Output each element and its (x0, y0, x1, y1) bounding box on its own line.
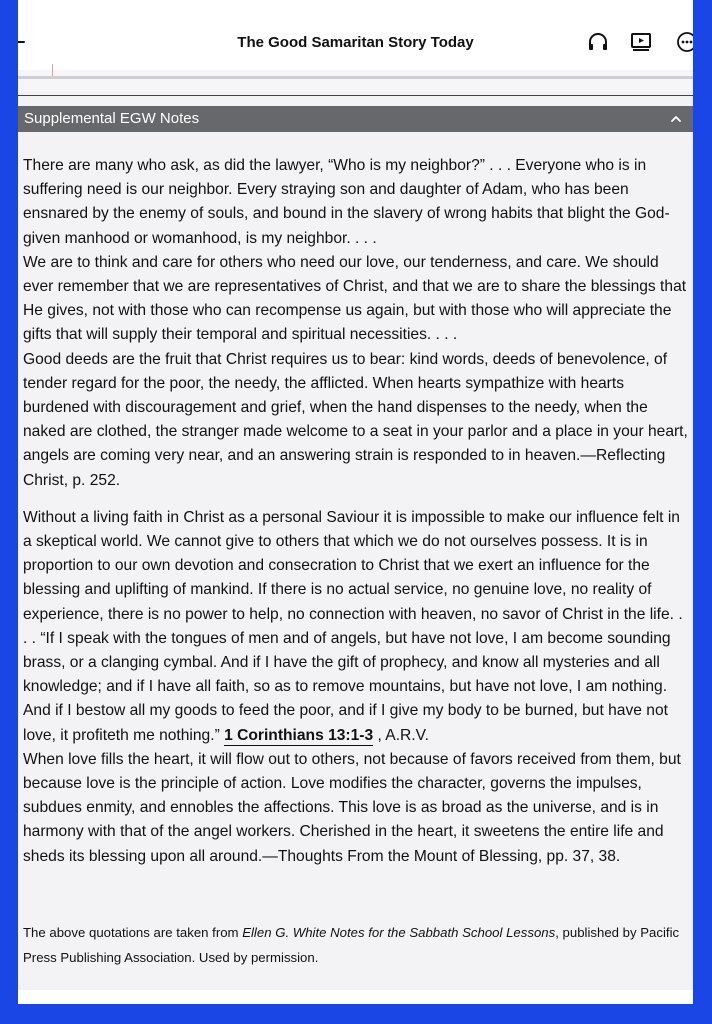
paragraph: When love fills the heart, it will flow out to others, not because of favors received from them, but because love is the principle of action. Love modifies the character, governs the impulses, subdues enmity, and ennobles the affections. This love is as broad as the universe, and is in harmony with that of the angel workers. Cherished in the heart, it sweetens the entire life and sheds its blessing upon all around.—Thoughts From the Mount of Blessing, pp. 37, 38. (23, 750, 681, 865)
paragraph-text: , A.R.V. (377, 726, 429, 744)
paragraph-text: Without a living faith in Christ as a personal Saviour it is impossible to make our influence felt in a skeptical world. We cannot give to others that which we do not ourselves possess. It is in proportion to our own devotion and consecration to Christ that we exert an influence for the blessing and uplifting of mankind. If there is no actual service, no genuine love, no reality of experience, there is no power to help, no connection with heaven, no savor of Christ in the life. . . . “If I speak with the tongues of men and of angels, but have not love, I am become sounding brass, or a clanging cymbal. And if I have the gift of prophecy, and know all mysteries and all knowledge; and if I have all faith, so as to remove mountains, but have not love, I am nothing. And if I bestow all my goods to feed the poor, and if I give my body to be burned, but have not love, it profiteth me nothing.” (23, 508, 683, 744)
bottom-strip (18, 990, 693, 1004)
paragraph: Good deeds are the fruit that Christ requires us to bear: kind words, deeds of benevolence, of tender regard for the poor, the needy, the afflicted. When hearts sympathize with hearts burdened with discouragement and grief, when the hand dispenses to the needy, when the naked are clothed, the stranger made welcome to a seat in your parlor and a place in your heart, angels are coming very near, and an answering strain is responded to in heaven.—Reflecting Christ, p. 252. (23, 350, 688, 489)
more-options-icon[interactable] (675, 30, 693, 54)
previous-section-end (18, 70, 693, 92)
footer-text: , published by Pacific Press Publishing Association. Used by permission. (23, 925, 680, 965)
footer-text: The above quotations are taken from (23, 925, 243, 940)
chevron-up-icon[interactable] (669, 112, 683, 126)
play-video-icon[interactable] (629, 30, 653, 54)
paragraph (23, 506, 688, 748)
scripture-link[interactable]: 1 Corinthians 13:1-3 (224, 726, 374, 744)
divider-shadow (18, 76, 693, 79)
divider (18, 95, 693, 96)
app-window (18, 0, 693, 1004)
notes-content (23, 154, 688, 869)
paragraph: There are many who ask, as did the lawyer, “Who is my neighbor?” . . . Everyone who is in suffering need is our neighbor. Every straying son and daughter of Adam, who has been ensnared by the enemy of souls, and bound in the slavery of wrong habits that blight the God-given manhood or womanhood, is my neighbor. . . . (23, 157, 670, 247)
attribution-footer (23, 920, 688, 970)
paragraph: We are to think and care for others who need our love, our tenderness, and care. We should ever remember that we are representatives of Christ, and that we are to share the blessings that He gives, not with those who can recompense us again, but with those who will appreciate the gifts that will supply their temporal and spiritual necessities. . . . (23, 253, 687, 344)
section-header[interactable] (18, 106, 693, 132)
page-title: The Good Samaritan Story Today (237, 34, 474, 51)
section-title: Supplemental EGW Notes (24, 110, 200, 127)
top-bar (18, 0, 693, 70)
footer-book-title: Ellen G. White Notes for the Sabbath School Lessons (242, 925, 556, 940)
headphones-icon[interactable] (586, 30, 610, 54)
